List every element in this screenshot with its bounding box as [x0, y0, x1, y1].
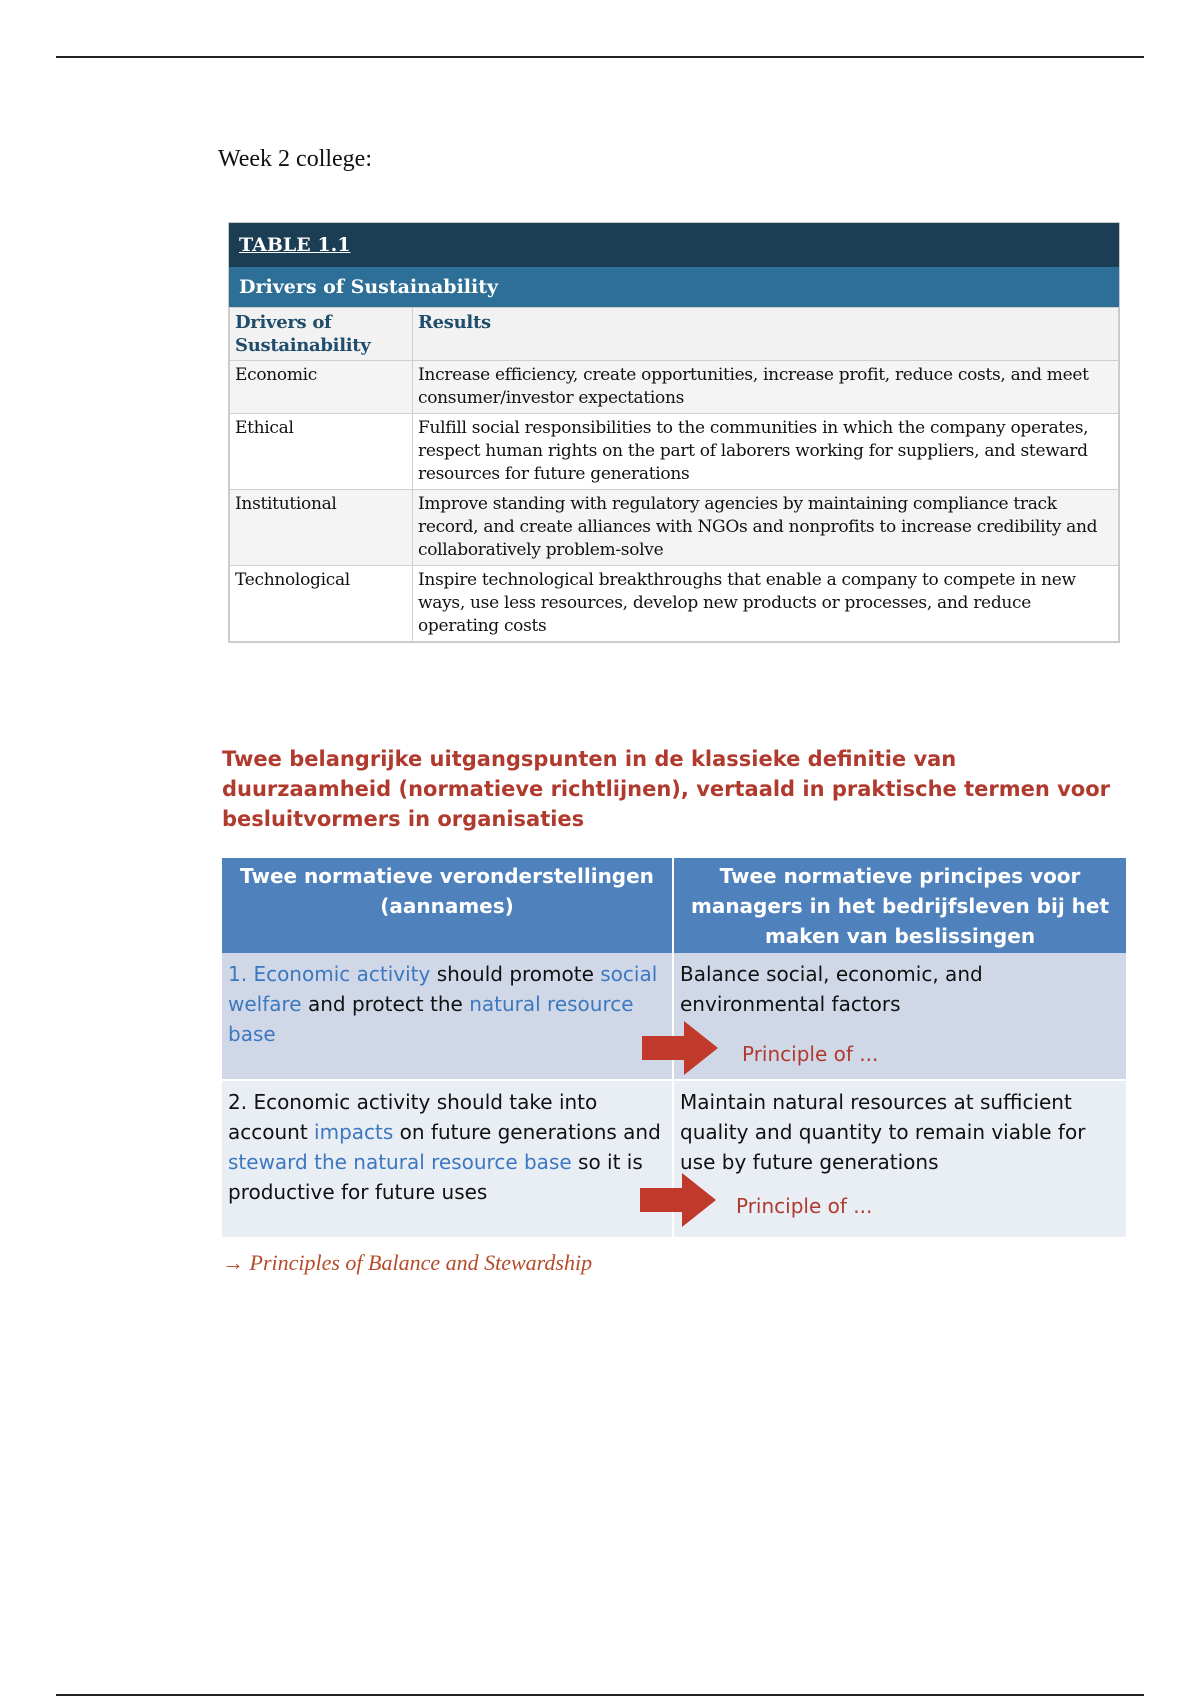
header-principles: Twee normatieve principes voor managers in het bedrijfsleven bij het maken van beslissingen [690, 864, 1110, 948]
table-title: Drivers of Sustainability [229, 267, 1119, 307]
normative-row-2 [222, 1079, 1126, 1237]
result-cell: Inspire technological breakthroughs that enable a company to compete in new ways, use less resources, develop new products or processes, and reduce operating costs [413, 566, 1119, 642]
assumption-1 [222, 953, 674, 1079]
normative-header [222, 858, 1126, 953]
page-heading: Week 2 college: [218, 146, 372, 172]
result-cell: Fulfill social responsibilities to the communities in which the company operates, respect human rights on the part of laborers working for suppliers, and steward resources for future generations [413, 414, 1119, 490]
principle-description-1: Balance social, economic, and environmental factors [680, 962, 983, 1016]
text-plain: so it is productive for future uses [228, 1150, 643, 1204]
principle-description-2: Maintain natural resources at sufficient quality and quantity to remain viable for use by future generations [680, 1090, 1086, 1174]
top-rule [56, 56, 1144, 58]
conclusion-text: Principles of Balance and Stewardship [249, 1250, 593, 1275]
table-header-row [230, 308, 1119, 361]
arrow-right-icon: → [222, 1250, 244, 1275]
table-row [230, 361, 1119, 414]
normative-row-1 [222, 953, 1126, 1079]
normative-table [222, 858, 1126, 1237]
text-highlight: 1. Economic activity [228, 962, 431, 986]
text-highlight: steward the natural resource base [228, 1150, 572, 1174]
result-cell: Improve standing with regulatory agencies by maintaining compliance track record, and create alliances with NGOs and nonprofits to increase credibility and collaboratively problem-solve [413, 490, 1119, 566]
drivers-grid [229, 307, 1119, 642]
principle-label-1: Principle of ... [742, 1042, 879, 1066]
driver-cell: Ethical [230, 414, 413, 490]
text-plain: should promote [430, 962, 601, 986]
text-highlight: natural resource base [228, 992, 634, 1046]
driver-cell: Institutional [230, 490, 413, 566]
text-highlight: social welfare [228, 962, 658, 1016]
header-assumptions: Twee normatieve veronderstellingen (aannames) [222, 858, 674, 953]
drivers-table [228, 222, 1120, 643]
table-row [230, 414, 1119, 490]
right-arrow-icon [642, 1021, 720, 1075]
text-highlight: impacts [314, 1120, 394, 1144]
column-header-drivers: Drivers of Sustainability [230, 308, 413, 361]
section-title: Twee belangrijke uitgangspunten in de klassieke definitie van duurzaamheid (normatieve richtlijnen), vertaald in praktische termen voor besluitvormers in organisaties [222, 747, 1110, 831]
column-header-results: Results [413, 308, 1119, 361]
assumption-2 [222, 1081, 674, 1237]
driver-cell: Economic [230, 361, 413, 414]
text-plain: and protect the [301, 992, 470, 1016]
text-plain: on future generations and [393, 1120, 661, 1144]
right-arrow-icon [640, 1173, 718, 1227]
table-row [230, 490, 1119, 566]
table-label: TABLE 1.1 [229, 223, 1119, 267]
text-plain: 2. Economic activity should take into account [228, 1090, 598, 1144]
principle-label-2: Principle of ... [736, 1194, 873, 1218]
driver-cell: Technological [230, 566, 413, 642]
result-cell: Increase efficiency, create opportunities, increase profit, reduce costs, and meet consumer/investor expectations [413, 361, 1119, 414]
bottom-rule [56, 1694, 1144, 1696]
conclusion-line [222, 1250, 592, 1276]
table-row [230, 566, 1119, 642]
